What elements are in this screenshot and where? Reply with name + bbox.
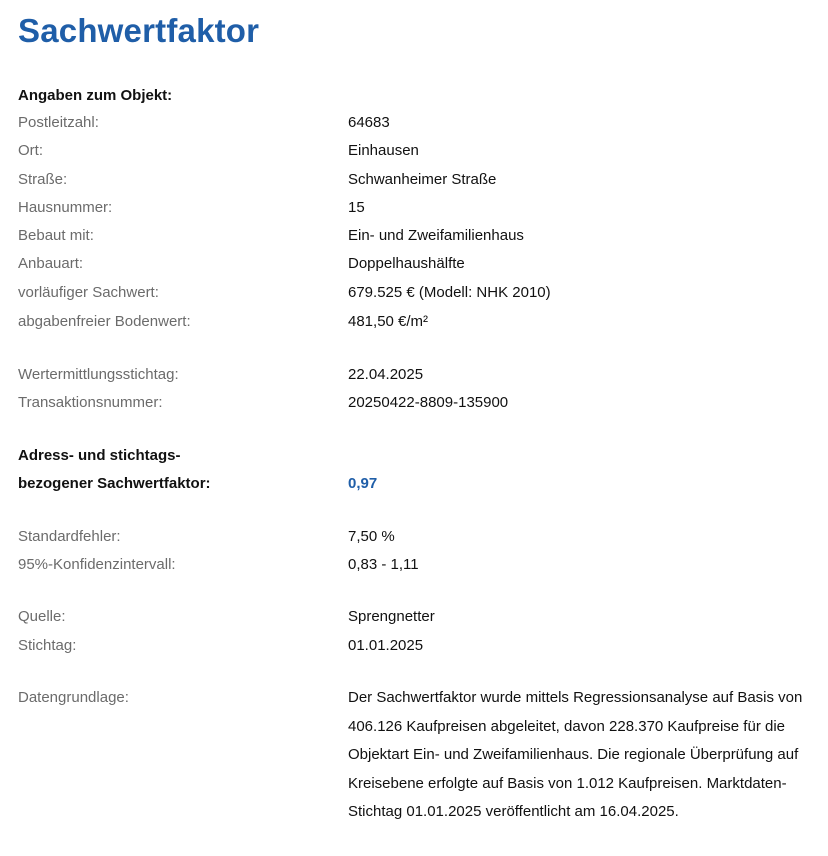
row-konfidenzintervall [18, 551, 818, 579]
row-label: vorläufiger Sachwert: [18, 284, 159, 301]
row-label: Transaktionsnummer: [18, 394, 163, 411]
data-basis-label: Datengrundlage: [18, 689, 129, 706]
row-label: Ort: [18, 142, 43, 159]
row-label: abgabenfreier Bodenwert: [18, 313, 191, 330]
row-stichtag [18, 632, 818, 660]
row-bebaut-mit [18, 222, 818, 250]
row-ort [18, 137, 818, 165]
row-value: 15 [348, 199, 365, 216]
row-label: Hausnummer: [18, 199, 113, 216]
row-label: 95%-Konfidenzintervall: [18, 556, 176, 573]
factor-heading-line-1: Adress- und stichtags- [18, 447, 181, 464]
row-value: Sprengnetter [348, 608, 435, 625]
row-quelle [18, 603, 818, 631]
row-label: Wertermittlungsstichtag: [18, 366, 179, 383]
row-label: Stichtag: [18, 637, 77, 654]
row-label: Anbauart: [18, 255, 84, 272]
row-transaktionsnummer [18, 389, 818, 417]
row-sachwert [18, 279, 818, 307]
row-value: Doppelhaushälfte [348, 255, 465, 272]
row-label: Standardfehler: [18, 528, 121, 545]
row-value: 20250422-8809-135900 [348, 394, 509, 411]
row-wertermittlungsstichtag [18, 361, 818, 389]
row-strasse [18, 166, 818, 194]
row-value: Schwanheimer Straße [348, 171, 497, 188]
row-label: Straße: [18, 171, 68, 188]
row-value: 22.04.2025 [348, 366, 424, 383]
row-value: 679.525 € (Modell: NHK 2010) [348, 284, 551, 301]
row-hausnummer [18, 194, 818, 222]
row-value: 481,50 €/m² [348, 313, 429, 330]
row-postleitzahl [18, 109, 818, 137]
row-value: Einhausen [348, 142, 419, 159]
factor-value: 0,97 [348, 475, 378, 492]
object-section-heading: Angaben zum Objekt: [18, 87, 173, 104]
factor-heading-line-2: bezogener Sachwertfaktor: [18, 475, 211, 492]
row-value: Ein- und Zweifamilienhaus [348, 227, 524, 244]
row-label: Bebaut mit: [18, 227, 94, 244]
row-value: 7,50 % [348, 528, 395, 545]
data-basis-text: Der Sachwertfaktor wurde mittels Regressionsanalyse auf Basis von 406.126 Kaufpreisen abgeleitet, davon 228.370 Kaufpreise für die Objektart Ein- und Zweifamilienhaus. Die regionale Überprüfung auf Kreisebene erfolgte auf Basis von 1.012 Kaufpreisen. Marktdaten-Stichtag 01.01.2025 veröffentlicht am 16.04.2025. [348, 689, 803, 820]
row-label: Postleitzahl: [18, 114, 99, 131]
factor-heading [18, 442, 318, 498]
page-title: Sachwertfaktor [18, 12, 260, 49]
row-anbauart [18, 250, 818, 278]
row-value: 0,83 - 1,11 [348, 556, 419, 573]
row-standardfehler [18, 523, 818, 551]
row-label: Quelle: [18, 608, 66, 625]
row-value: 64683 [348, 114, 390, 131]
row-bodenwert [18, 308, 818, 336]
row-value: 01.01.2025 [348, 637, 424, 654]
